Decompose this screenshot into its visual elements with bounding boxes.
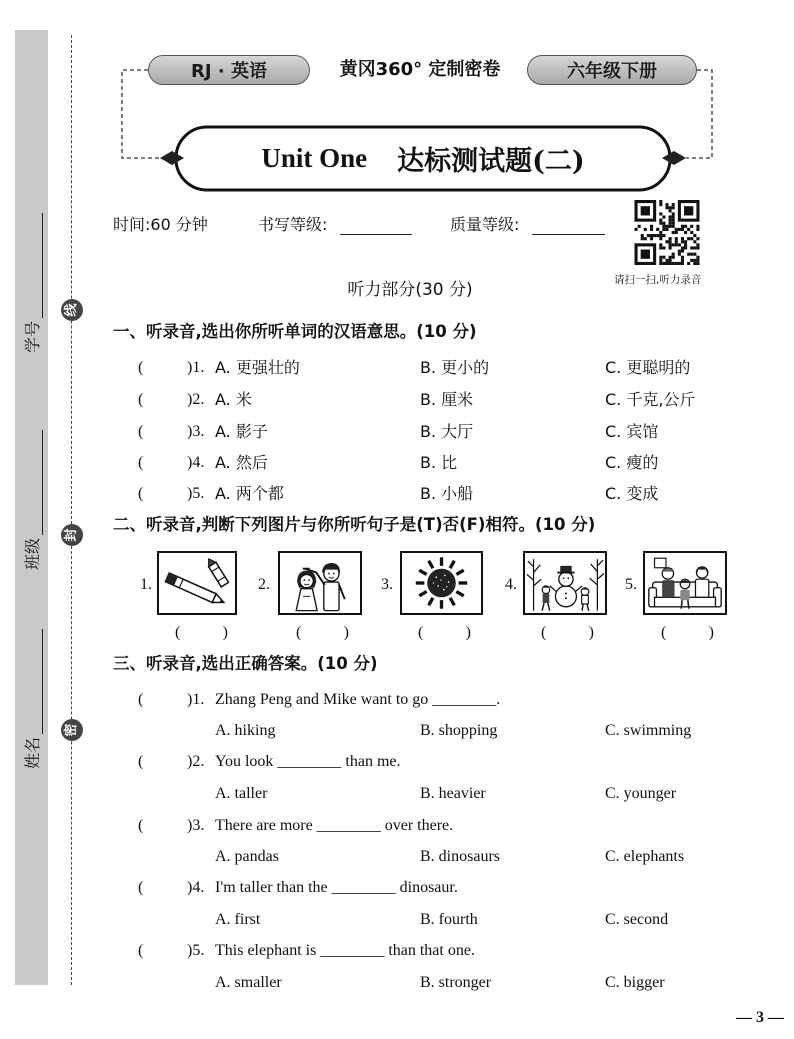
option-c: C. 千克,公斤 xyxy=(605,390,696,409)
answer-open-paren: ( xyxy=(138,391,144,408)
answer-open-paren: ( xyxy=(661,624,667,641)
answer-open-paren: ( xyxy=(138,454,144,471)
student-id-field xyxy=(21,213,43,353)
answer-close-paren: ) xyxy=(343,624,349,641)
answer-open-paren: ( xyxy=(138,942,144,959)
option-c: C. second xyxy=(605,911,669,928)
page-number: — 3 — xyxy=(736,1009,784,1026)
question-text: There are more ________ over there. xyxy=(215,817,454,834)
class-label: 班级 xyxy=(23,537,42,570)
question-number: )4. xyxy=(187,879,205,896)
writing-grade-blank xyxy=(340,234,412,235)
option-c: C. younger xyxy=(605,785,677,802)
option-a: A. pandas xyxy=(215,848,279,865)
question-number: )1. xyxy=(187,691,205,708)
question-number: )2. xyxy=(187,391,205,408)
family-sofa-picture xyxy=(643,551,727,615)
grade-pill: 六年级下册 xyxy=(527,55,697,85)
answer-open-paren: ( xyxy=(296,624,302,641)
option-a: A. 两个都 xyxy=(215,484,284,503)
class-field xyxy=(21,430,43,570)
option-b: B. shopping xyxy=(420,722,498,739)
answer-blank xyxy=(541,623,594,643)
seal-secret-mark: 密 xyxy=(61,719,83,741)
option-a: A. 米 xyxy=(215,390,252,409)
picture-number: 4. xyxy=(505,576,517,593)
answer-blank xyxy=(661,623,714,643)
option-b: B. 大厅 xyxy=(420,422,474,441)
section1-heading: 一、听录音,选出你所听单词的汉语意思。(10 分) xyxy=(113,322,477,341)
pens-picture xyxy=(157,551,237,615)
answer-open-paren: ( xyxy=(541,624,547,641)
student-id-label: 学号 xyxy=(23,320,42,353)
snowman-picture xyxy=(523,551,607,615)
qr-code-icon xyxy=(634,200,700,265)
answer-close-paren: ) xyxy=(708,624,714,641)
question-number: )3. xyxy=(187,423,205,440)
answer-open-paren: ( xyxy=(138,753,144,770)
question-text: Zhang Peng and Mike want to go ________. xyxy=(215,691,501,708)
title-english: Unit One xyxy=(261,143,368,173)
quality-grade-label: 质量等级: xyxy=(450,215,520,234)
option-a: A. 更强壮的 xyxy=(215,358,300,377)
name-field xyxy=(21,629,43,769)
name-label: 姓名 xyxy=(23,736,42,769)
section3-heading: 三、听录音,选出正确答案。(10 分) xyxy=(113,654,378,673)
option-a: A. smaller xyxy=(215,974,282,991)
seal-seal-mark: 封 xyxy=(61,524,83,546)
picture-number: 3. xyxy=(381,576,393,593)
question-number: )4. xyxy=(187,454,205,471)
question-number: )1. xyxy=(187,359,205,376)
answer-open-paren: ( xyxy=(175,624,181,641)
option-b: B. 比 xyxy=(420,453,458,472)
option-b: B. 更小的 xyxy=(420,358,490,377)
option-b: B. stronger xyxy=(420,974,492,991)
two-kids-measuring-picture xyxy=(278,551,362,615)
option-c: C. 更聪明的 xyxy=(605,358,691,377)
answer-blank xyxy=(296,623,349,643)
answer-open-paren: ( xyxy=(138,817,144,834)
option-b: B. 小船 xyxy=(420,484,474,503)
option-c: C. 瘦的 xyxy=(605,453,659,472)
option-a: A. 影子 xyxy=(215,422,268,441)
subject-pill: RJ · 英语 xyxy=(148,55,310,85)
question-number: )5. xyxy=(187,942,205,959)
option-c: C. swimming xyxy=(605,722,692,739)
brand-title: 黄冈360° 定制密卷 xyxy=(339,59,501,80)
time-limit: 时间:60 分钟 xyxy=(113,215,208,234)
answer-blank xyxy=(175,623,228,643)
option-c: C. 宾馆 xyxy=(605,422,659,441)
question-text: This elephant is ________ than that one. xyxy=(215,942,475,959)
student-id-line xyxy=(28,213,43,318)
question-number: )3. xyxy=(187,817,205,834)
answer-open-paren: ( xyxy=(138,359,144,376)
question-number: )2. xyxy=(187,753,205,770)
option-a: A. first xyxy=(215,911,261,928)
section2-heading: 二、听录音,判断下列图片与你所听句子是(T)否(F)相符。(10 分) xyxy=(113,515,596,534)
option-a: A. taller xyxy=(215,785,268,802)
option-b: B. fourth xyxy=(420,911,478,928)
page-title xyxy=(176,127,670,190)
question-number: )5. xyxy=(187,485,205,502)
question-text: You look ________ than me. xyxy=(215,753,401,770)
option-c: C. elephants xyxy=(605,848,685,865)
sun-picture xyxy=(400,551,483,615)
option-b: B. 厘米 xyxy=(420,390,474,409)
option-a: A. hiking xyxy=(215,722,276,739)
answer-open-paren: ( xyxy=(138,691,144,708)
answer-open-paren: ( xyxy=(138,423,144,440)
seal-line-mark: 线 xyxy=(61,299,83,321)
answer-close-paren: ) xyxy=(465,624,471,641)
option-c: C. 变成 xyxy=(605,484,659,503)
option-c: C. bigger xyxy=(605,974,665,991)
picture-number: 2. xyxy=(258,576,270,593)
title-chinese: 达标测试题(二) xyxy=(397,146,585,177)
option-b: B. heavier xyxy=(420,785,486,802)
listening-part-title: 听力部分(30 分) xyxy=(347,280,473,300)
picture-number: 5. xyxy=(625,576,637,593)
class-line xyxy=(28,430,43,535)
option-b: B. dinosaurs xyxy=(420,848,500,865)
option-a: A. 然后 xyxy=(215,453,268,472)
answer-close-paren: ) xyxy=(588,624,594,641)
writing-grade-label: 书写等级: xyxy=(258,215,328,234)
qr-caption: 请扫一扫,听力录音 xyxy=(614,274,702,286)
answer-open-paren: ( xyxy=(418,624,424,641)
answer-open-paren: ( xyxy=(138,879,144,896)
answer-open-paren: ( xyxy=(138,485,144,502)
question-text: I'm taller than the ________ dinosaur. xyxy=(215,879,458,896)
picture-number: 1. xyxy=(140,576,152,593)
name-line xyxy=(28,629,43,734)
quality-grade-blank xyxy=(532,234,605,235)
answer-close-paren: ) xyxy=(222,624,228,641)
answer-blank xyxy=(418,623,471,643)
